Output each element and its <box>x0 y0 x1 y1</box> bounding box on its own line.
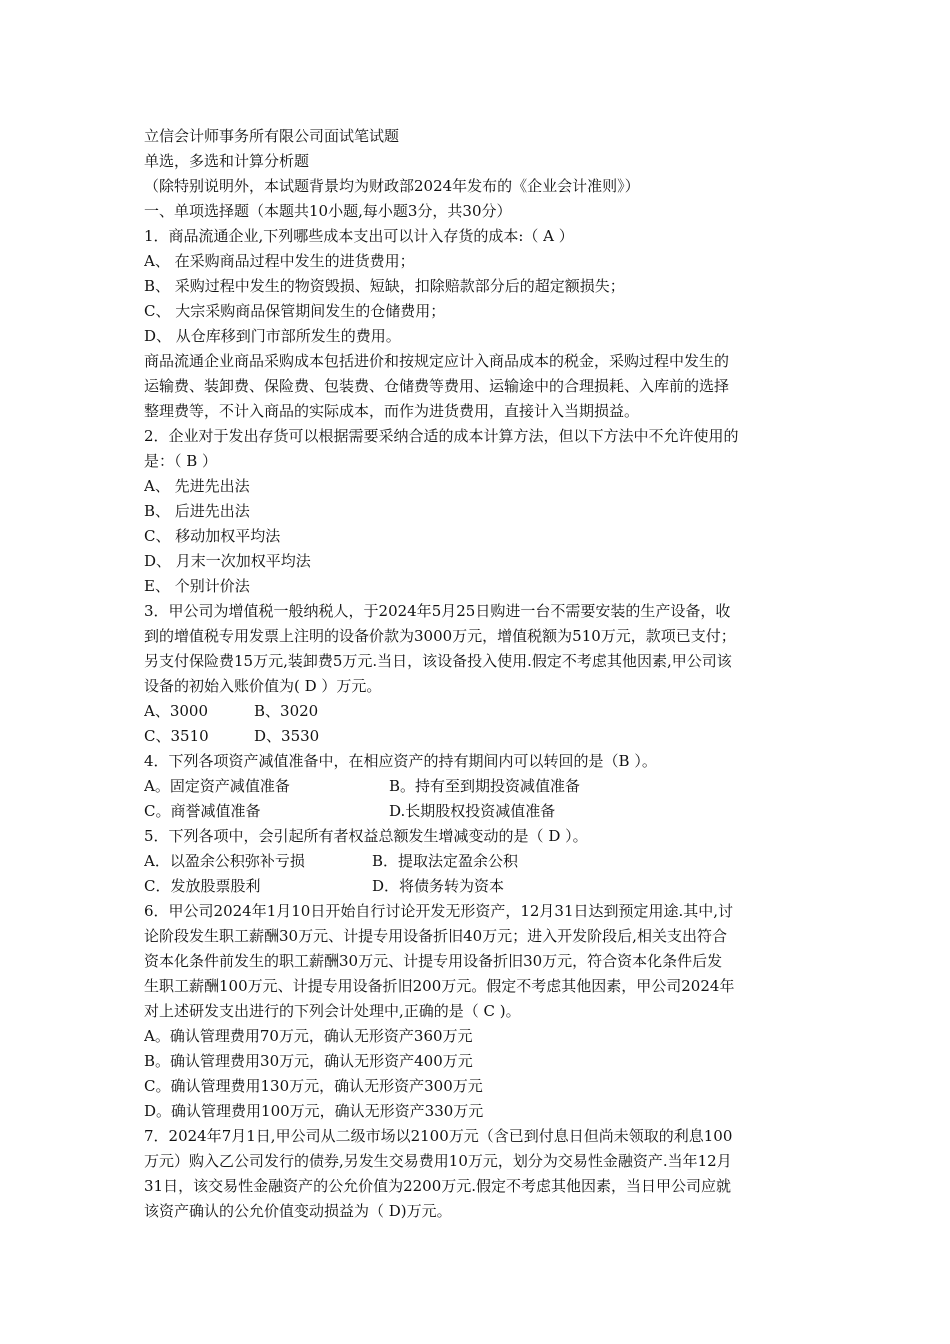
question-4-stem: 4．下列各项资产减值准备中，在相应资产的持有期间内可以转回的是（B ）。 <box>144 752 657 770</box>
question-6-stem: 论阶段发生职工薪酬30万元、计提专用设备折旧40万元；进入开发阶段后,相关支出符合 <box>144 927 727 945</box>
question-1-option-b: B、 采购过程中发生的物资毁损、短缺，扣除赔款部分后的超定额损失； <box>144 277 625 295</box>
question-4-options-row <box>144 799 810 824</box>
question-6-option-a: A。确认管理费用70万元，确认无形资产360万元 <box>144 1027 473 1045</box>
question-2-stem: 是：（ B ） <box>144 452 218 470</box>
question-5-option-a: A．以盈余公积弥补亏损 <box>144 852 305 870</box>
question-3-stem: 设备的初始入账价值为( D ）万元。 <box>144 677 382 695</box>
question-3-option-b: B、3020 <box>254 702 319 720</box>
document-note: （除特别说明外，本试题背景均为财政部2024年发布的《企业会计准则》） <box>144 177 640 195</box>
document-subtitle: 单选，多选和计算分析题 <box>144 152 310 170</box>
question-7-stem: 7．2024年7月1日,甲公司从二级市场以2100万元（含已到付息日但尚未领取的利息100 <box>144 1127 733 1145</box>
question-7-stem: 该资产确认的公允价值变动损益为（ D)万元。 <box>144 1202 452 1220</box>
question-4-option-c: C。商誉减值准备 <box>144 802 261 820</box>
question-3-stem: 到的增值税专用发票上注明的设备价款为3000万元，增值税额为510万元，款项已支付； <box>144 627 736 645</box>
question-5-options-row <box>144 849 810 874</box>
question-3-options-row <box>144 724 810 749</box>
question-1-stem: 1．商品流通企业,下列哪些成本支出可以计入存货的成本:（ A ） <box>144 227 574 245</box>
question-2-option-e: E、 个别计价法 <box>144 577 250 595</box>
question-3-stem: 3．甲公司为增值税一般纳税人，于2024年5月25日购进一台不需要安装的生产设备，收 <box>144 602 731 620</box>
question-4-option-d: D.长期股权投资减值准备 <box>389 802 556 820</box>
question-3-options-row <box>144 699 810 724</box>
question-1-explanation: 整理费等，不计入商品的实际成本，而作为进货费用，直接计入当期损益。 <box>144 402 640 420</box>
question-1-explanation: 运输费、装卸费、保险费、包装费、仓储费等费用、运输途中的合理损耗、入库前的选择 <box>144 377 730 395</box>
question-5-option-d: D．将债务转为资本 <box>372 877 505 895</box>
question-5-option-b: B．提取法定盈余公积 <box>372 852 519 870</box>
question-6-stem: 生职工薪酬100万元、计提专用设备折旧200万元。假定不考虑其他因素，甲公司2024年 <box>144 977 735 995</box>
question-6-option-b: B。确认管理费用30万元，确认无形资产400万元 <box>144 1052 473 1070</box>
question-6-stem: 对上述研发支出进行的下列会计处理中,正确的是（ C )。 <box>144 1002 521 1020</box>
question-4-options-row <box>144 774 810 799</box>
question-5-stem: 5．下列各项中，会引起所有者权益总额发生增减变动的是（ D ）。 <box>144 827 588 845</box>
question-5-options-row <box>144 874 810 899</box>
question-2-option-c: C、 移动加权平均法 <box>144 527 281 545</box>
question-4-option-b: B。持有至到期投资减值准备 <box>389 777 581 795</box>
question-3-option-a: A、3000 <box>144 702 209 720</box>
question-2-option-a: A、 先进先出法 <box>144 477 250 495</box>
question-1-explanation: 商品流通企业商品采购成本包括进价和按规定应计入商品成本的税金，采购过程中发生的 <box>144 352 730 370</box>
question-2-stem: 2．企业对于发出存货可以根据需要采纳合适的成本计算方法，但以下方法中不允许使用的 <box>144 427 739 445</box>
question-3-option-c: C、3510 <box>144 727 209 745</box>
question-1-option-a: A、 在采购商品过程中发生的进货费用； <box>144 252 415 270</box>
question-6-stem: 6．甲公司2024年1月10日开始自行讨论开发无形资产，12月31日达到预定用途.其中,讨 <box>144 902 734 920</box>
question-6-option-c: C。确认管理费用130万元，确认无形资产300万元 <box>144 1077 483 1095</box>
section-heading: 一、单项选择题（本题共10小题,每小题3分，共30分） <box>144 202 512 220</box>
question-7-stem: 万元）购入乙公司发行的债券,另发生交易费用10万元，划分为交易性金融资产.当年12月 <box>144 1152 732 1170</box>
question-6-option-d: D。确认管理费用100万元，确认无形资产330万元 <box>144 1102 484 1120</box>
document-page <box>144 124 810 1224</box>
question-1-option-c: C、 大宗采购商品保管期间发生的仓储费用； <box>144 302 446 320</box>
question-6-stem: 资本化条件前发生的职工薪酬30万元、计提专用设备折旧30万元，符合资本化条件后发 <box>144 952 723 970</box>
question-2-option-b: B、 后进先出法 <box>144 502 250 520</box>
question-1-option-d: D、 从仓库移到门市部所发生的费用。 <box>144 327 401 345</box>
question-5-option-c: C．发放股票股利 <box>144 877 261 895</box>
question-3-stem: 另支付保险费15万元,装卸费5万元.当日，该设备投入使用.假定不考虑其他因素,甲公司该 <box>144 652 732 670</box>
question-3-option-d: D、3530 <box>254 727 320 745</box>
question-7-stem: 31日，该交易性金融资产的公允价值为2200万元.假定不考虑其他因素，当日甲公司应就 <box>144 1177 732 1195</box>
question-4-option-a: A。固定资产减值准备 <box>144 777 290 795</box>
question-2-option-d: D、 月末一次加权平均法 <box>144 552 311 570</box>
document-title: 立信会计师事务所有限公司面试笔试题 <box>144 127 400 145</box>
